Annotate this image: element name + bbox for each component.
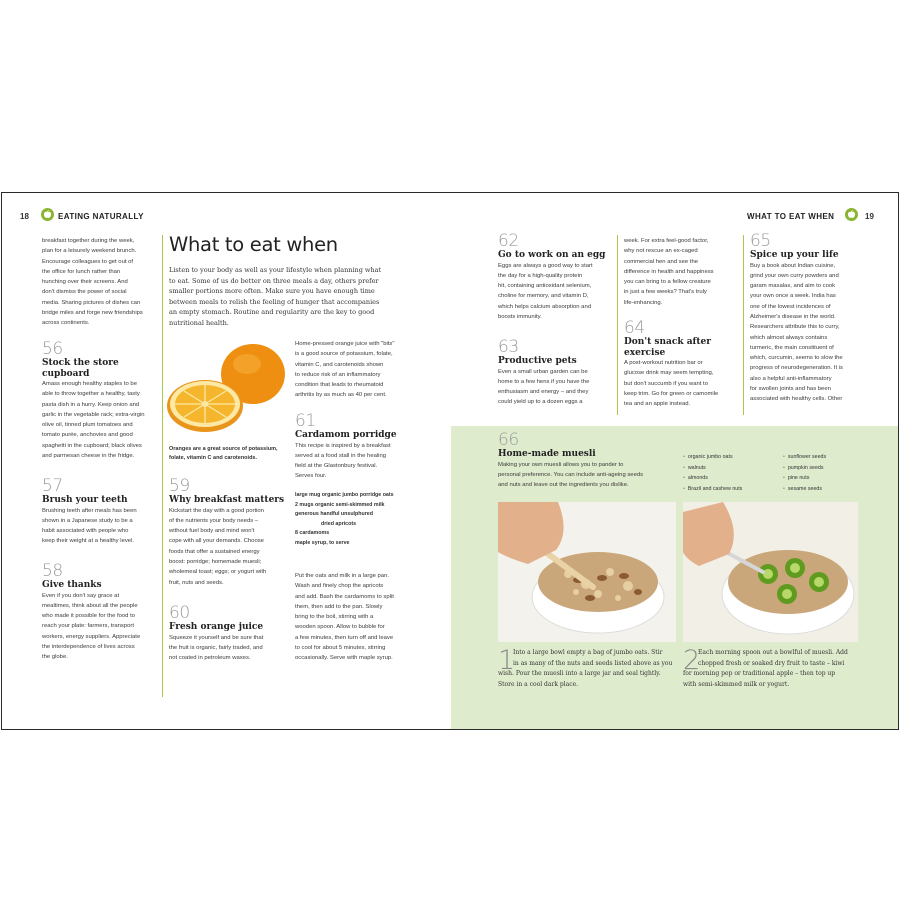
tip-body: Even a small urban garden can be home to a few hens if you have the enthusiasm and energy – and they could yield up to a dozen eggs a <box>498 368 590 406</box>
tip-heading: Brush your teeth <box>42 495 128 505</box>
col1-intro: breakfast together during the week, plan for a leisurely weekend brunch. Encourage colleagues to get out of the office for lunch rather than hunching over their screens. And don't dismiss the power of social media. Sharing pictures of dishes can bridge miles and forge new friendships across continents. <box>42 238 143 327</box>
orange-caption: Oranges are a great source of potassium, folate, vitamin C and carotenoids. <box>169 446 278 461</box>
tip-body: Eggs are always a good way to start the day for a high-quality protein hit, containing antioxidant selenium, choline for memory, and vitamin D, which helps calcium absorption and boosts immunity. <box>498 262 593 320</box>
apple-icon <box>845 208 858 221</box>
tip-heading: Don't snack after exercise <box>624 337 712 358</box>
tip-body: Kickstart the day with a good portion of the nutrients your body needs – without fuel body and mind won't cope with all your demands. Choose foods that offer a sustained energy boost: porridge; homemade muesli; wholemeal toast; eggs; or yogurt with fruit, nuts and seeds. <box>169 507 267 586</box>
tip-number: 62 <box>498 231 519 251</box>
tip-heading: Home-made muesli <box>498 449 596 459</box>
tip-63 <box>498 339 618 408</box>
column-rule <box>743 235 744 415</box>
tip-66 <box>498 432 688 490</box>
tip-number: 63 <box>498 337 519 357</box>
recipe-method: Put the oats and milk in a large pan. Wash and finely chop the apricots and add. Bash the cardamoms to split them, then add to the pan. Slowly bring to the boil, stirring with a wooden spoon. Allow to bubble for a few minutes, then turn off and leave to cool for about 5 minutes, stirring occasionally. Serve with maple syrup. <box>295 573 394 662</box>
muesli-photo-1 <box>498 502 676 642</box>
tip-number: 66 <box>498 430 519 450</box>
page-number-right: 19 <box>865 212 874 221</box>
column-rule <box>617 235 618 415</box>
muesli-panel <box>451 426 898 729</box>
tip-59 <box>169 478 289 588</box>
step-2: 2 Each morning spoon out a bowlful of muesli. Add chopped fresh or soaked dry fruit to taste – kiwi for morning pep or traditional apple – then top up with semi-skimmed milk or yogurt. <box>683 645 848 688</box>
tip-body: Making your own muesli allows you to pander to personal preference. You can include anti-ageing seeds and nuts and leave out the ingredients you dislike. <box>498 461 644 489</box>
tip-heading: Give thanks <box>42 580 102 590</box>
tip-64 <box>624 320 739 409</box>
column-rule <box>162 235 163 697</box>
step-number: 2 <box>683 645 701 676</box>
col2-intro: week. For extra feel-good factor, why not rescue an ex-caged commercial hen and see the difference in health and happiness you can bring to a fellow creature in just a few weeks? That's truly life-enhancing. <box>624 238 714 306</box>
tip-56 <box>42 341 157 461</box>
tip-57 <box>42 478 157 547</box>
tip-number: 60 <box>169 603 190 623</box>
tip-number: 58 <box>42 561 63 581</box>
tip-heading: Cardamom porridge <box>295 430 397 440</box>
tip-body: Amass enough healthy staples to be able to throw together a healthy, tasty pasta dish in a hurry. Keep onion and garlic in the vegetable rack; extra-virgin olive oil, tinned plum tomatoes and tomato purée, anchovies and good spaghetti in the cupboard; black olives and parmesan cheese in the fridge. <box>42 381 145 460</box>
page-title: What to eat when <box>169 233 338 256</box>
tip-heading: Why breakfast matters <box>169 495 285 505</box>
ingredient-list: large mug organic jumbo porridge oats 2 mugs organic semi-skimmed milk generous handful unsulphured dried apricots 8 cardamoms maple syrup, to serve <box>295 492 394 546</box>
step-1: 1 Into a large bowl empty a bag of jumbo oats. Stir in as many of the nuts and seeds listed above as you wish. Pour the muesli into a large jar and seal tightly. Store in a cool dark place. <box>498 645 673 688</box>
tip-60 <box>169 605 289 663</box>
tip-heading: Productive pets <box>498 356 577 366</box>
orange-image <box>167 338 285 438</box>
page-number-left: 18 <box>20 212 29 221</box>
tip-heading: Stock the store cupboard <box>42 358 119 379</box>
tip-number: 56 <box>42 339 63 359</box>
tip-number: 64 <box>624 318 645 338</box>
tip-number: 61 <box>295 411 316 431</box>
tip-58 <box>42 563 157 663</box>
tip-heading: Fresh orange juice <box>169 622 264 632</box>
tip-body: A post-workout nutrition bar or glucose drink may seem tempting, but don't succumb if you want to keep trim. Go for green or camomile tea and an apple instead. <box>624 360 719 408</box>
apple-icon <box>41 208 54 221</box>
col3-intro: Home-pressed orange juice with "bits" is a good source of potassium, folate, vitamin C, and carotenoids shown to reduce risk of an inflammatory condition that leads to rheumatoid arthritis by as much as 40 per cent. <box>295 341 395 399</box>
tip-heading: Spice up your life <box>750 250 839 260</box>
ingredient-list-1: • organic jumbo oats • walnuts • almonds • Brazil and cashew nuts <box>683 452 793 494</box>
tip-65 <box>750 233 870 405</box>
tip-number: 65 <box>750 231 771 251</box>
tip-body: Brushing teeth after meals has been shown in a Japanese study to be a habit associated with people who keep their weight at a healthy level. <box>42 507 137 545</box>
muesli-photo-2 <box>683 502 858 642</box>
tip-61 <box>295 413 420 482</box>
intro-text: Listen to your body as well as your lifestyle when planning what to eat. Some of us do better on three meals a day, others prefer smaller portions more often. Make sure you have enough time between meals to relish the feeling of hunger that accompanies an empty stomach. Routine and regularity are the key to good nutritional health. <box>169 266 382 327</box>
tip-body: Even if you don't say grace at mealtimes, think about all the people who made it possible for the food to reach your plate: farmers, transport workers, energy suppliers. Appreciate the interdependence of lives across the globe. <box>42 592 141 661</box>
section-title-right: WHAT TO EAT WHEN <box>747 212 835 221</box>
step-number: 1 <box>498 645 516 676</box>
tip-body: This recipe is inspired by a breakfast served at a food stall in the healing field at the Glastonbury festival. Serves four. <box>295 442 391 480</box>
tip-heading: Go to work on an egg <box>498 250 606 260</box>
tip-body: Buy a book about Indian cuisine, grind your own curry powders and garam masalas, and aim to cook your own once a week. India has one of the lowest incidences of Alzheimer's disease in the world. Researchers attribute this to curry, which almost always contains turmeric, the main constituent of which, curcumin, seems to slow the progress of neurodegeneration. It is also a helpful anti-inflammatory for swollen joints and has been associated with healthy cells. Other <box>750 262 843 403</box>
tip-number: 57 <box>42 476 63 496</box>
book-spread <box>1 192 899 730</box>
tip-body: Squeeze it yourself and be sure that the fruit is organic, fairly traded, and not coated in petroleum waxes. <box>169 634 264 662</box>
tip-62 <box>498 233 618 322</box>
section-title-left: EATING NATURALLY <box>58 212 144 221</box>
tip-number: 59 <box>169 476 190 496</box>
ingredient-list-2: • sunflower seeds • pumpkin seeds • pine nuts • sesame seeds <box>783 452 893 494</box>
